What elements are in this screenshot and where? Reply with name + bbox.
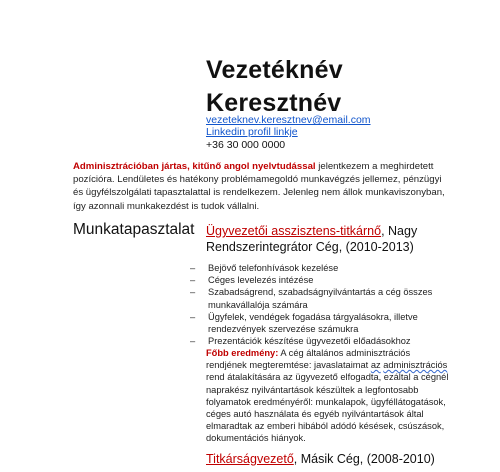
list-item: – Prezentációk készítése ügyvezetői előadásokhoz: [190, 335, 460, 347]
list-item: – Bejövő telefonhívások kezelése: [190, 262, 460, 274]
linkedin-link[interactable]: Linkedin profil linkje: [206, 126, 298, 138]
first-name: Keresztnév: [206, 89, 342, 117]
list-item: – Szabadságrend, szabadságnyilvántartás a cég összes munkavállalója számára: [190, 286, 460, 310]
job-role-1: Ügyvezetői asszisztens-titkárnő: [206, 224, 382, 238]
summary-highlight: Adminisztrációban jártas, kitűnő angol nyelvtudással: [73, 161, 316, 172]
results-label: Főbb eredmény:: [206, 348, 279, 358]
job-role-2: Titkárságvezető: [206, 452, 294, 466]
job-title-2: [206, 451, 466, 467]
list-item: – Céges levelezés intézése: [190, 274, 460, 286]
results-text: A cég általános adminisztrációs rendjének megteremtése: javaslataimat: [206, 348, 411, 371]
summary-text: jelentkezem a meghirdetett pozícióra. Lendületes és hatékony problémamegoldó munkavégzés jellemez, pénzügyi és ügyfélszolgálati tapasztalattal is rendelkezem. Jelenleg nem állok munkaviszonyban, így azonnali munkakezdést is tudok vállalni.: [73, 161, 445, 212]
results-text: az: [370, 360, 381, 371]
email-link[interactable]: vezeteknev.keresztnev@email.com: [206, 114, 371, 126]
profile-summary: [73, 160, 453, 213]
job-results: [206, 347, 451, 445]
job-duties-list: [190, 262, 460, 347]
last-name: Vezetéknév: [206, 56, 343, 84]
results-text: adminisztrációs: [383, 360, 448, 371]
results-text: rend átalakítására az ügyvezető elfogadta, ezáltal a cégnél naprakész nyilvántartások készültek a legfontosabb folyamatok eredményéről: munkalapok, ügyféllátogatások, céges autó használata és egyéb nyilvántartások által elmaradtak az emberi hibából adódó késések, csúszások, dokumentációs hiányok.: [206, 372, 449, 444]
section-title-experience: Munkatapasztalat: [73, 221, 195, 238]
phone-number: +36 30 000 0000: [206, 139, 286, 151]
job-title-1: [206, 223, 466, 255]
list-item: – Ügyfelek, vendégek fogadása tárgyalásokra, illetve rendezvények szervezése számukra: [190, 311, 460, 335]
job-company-dates-1: , Nagy Rendszerintegrátor Cég, (2010-2013): [206, 224, 418, 254]
job-company-dates-2: , Másik Cég, (2008-2010): [293, 452, 435, 466]
